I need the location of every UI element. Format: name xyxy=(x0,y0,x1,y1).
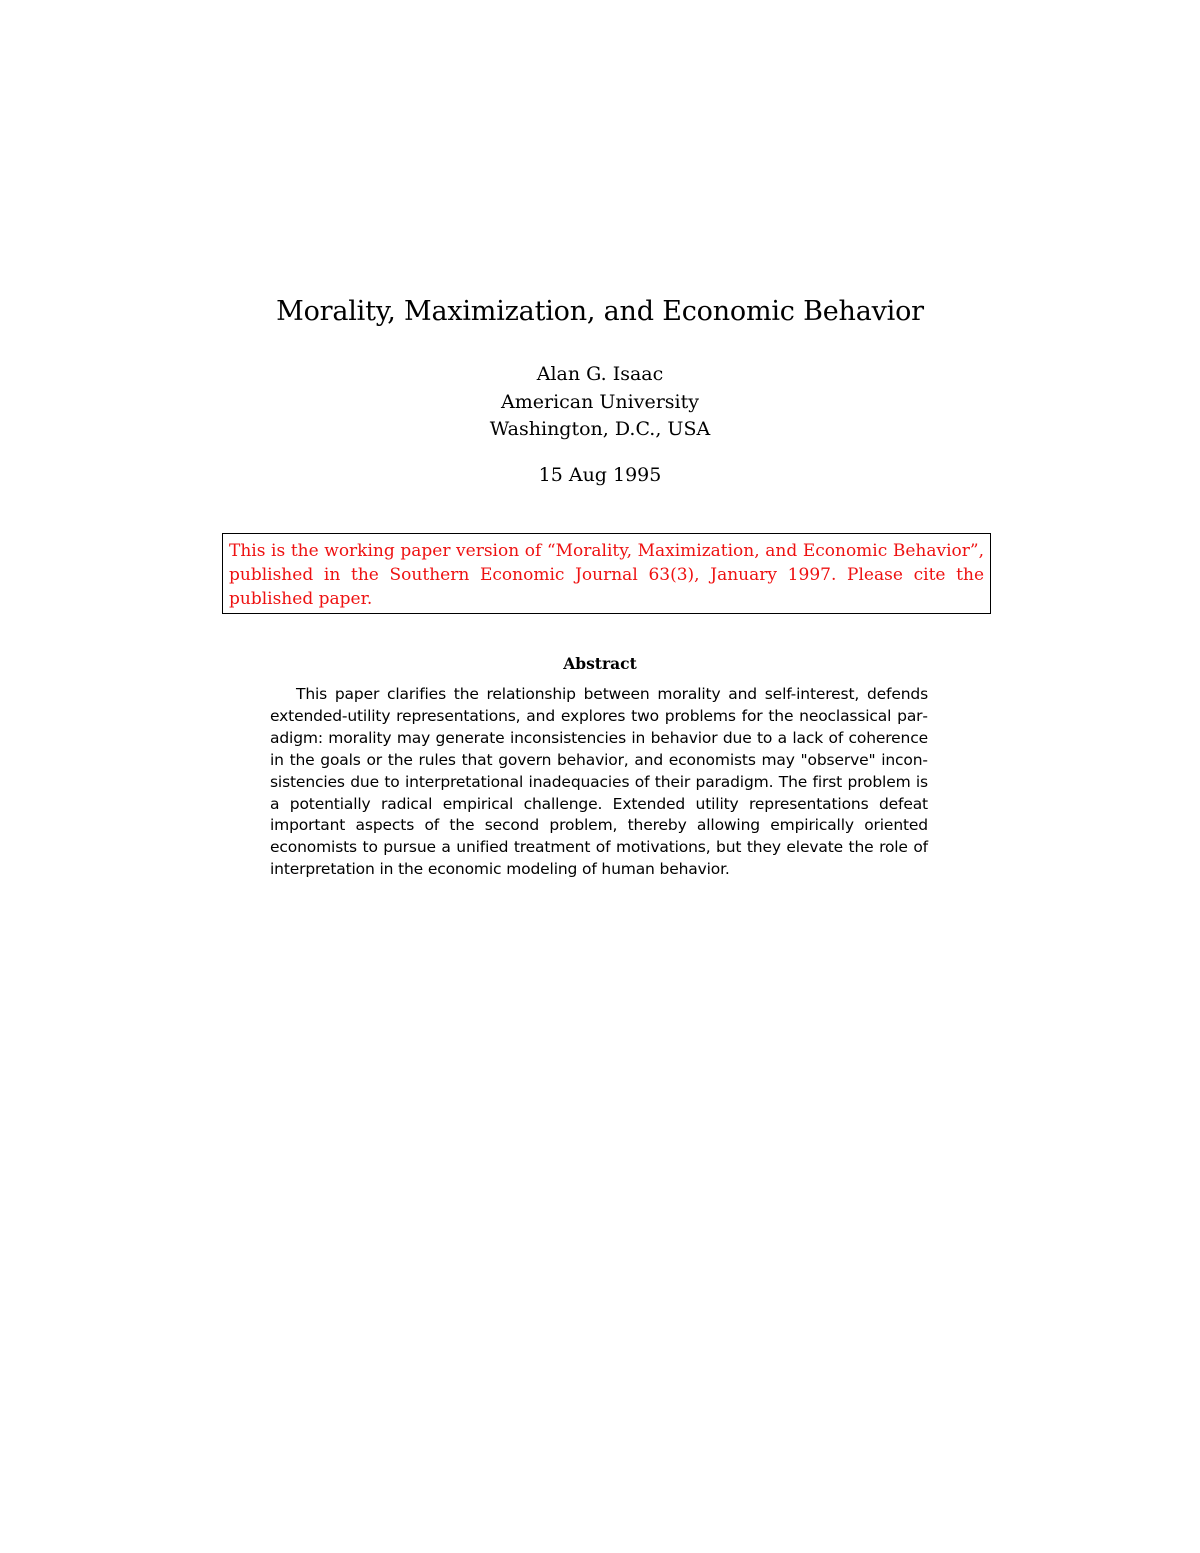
publication-notice: This is the working paper version of “Morality, Maximization, and Economic Behavior”, published in the Southern Economic Journal 63(3), January 1997. Please cite the published paper. xyxy=(222,533,991,614)
paper-date: 15 Aug 1995 xyxy=(538,464,662,486)
author-name: Alan G. Isaac xyxy=(536,363,664,385)
author-location: Washington, D.C., USA xyxy=(489,418,711,440)
author-block xyxy=(0,361,1200,444)
abstract-heading: Abstract xyxy=(563,654,637,673)
author-affiliation: American University xyxy=(501,390,699,413)
paper-title: Morality, Maximization, and Economic Behavior xyxy=(276,296,924,327)
abstract-body: This paper clarifies the relationship between morality and self-interest, defends extended-utility representations, and explores two problems for the neoclassical paradigm: morality may generate inconsistencies in behavior due to a lack of coherence in the goals or the rules that govern behavior, and economists may "observe" inconsistencies due to interpretational inadequacies of their paradigm. The first problem is a potentially radical empirical challenge. Extended utility representations defeat important aspects of the second problem, thereby allowing empirically oriented economists to pursue a unified treatment of motivations, but they elevate the role of interpretation in the economic modeling of human behavior. xyxy=(270,685,928,879)
